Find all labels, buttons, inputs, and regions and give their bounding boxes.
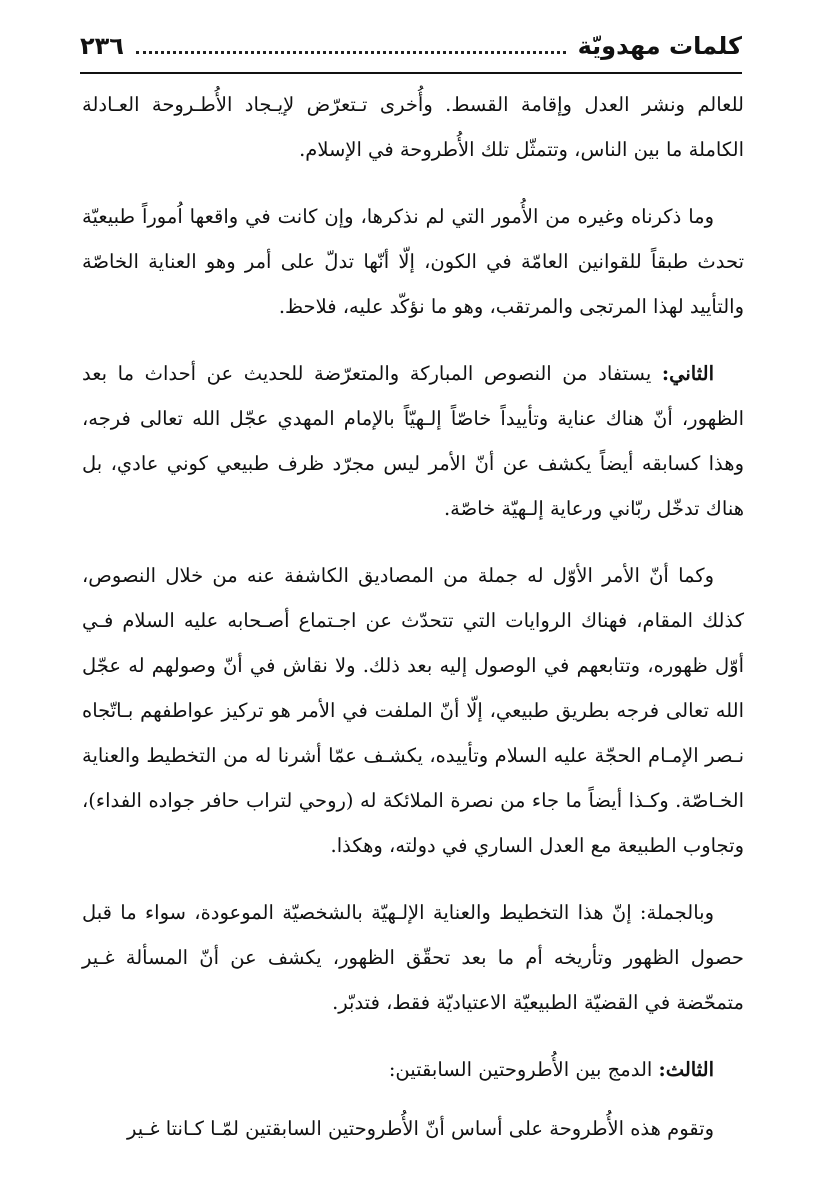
paragraph: [82, 1106, 744, 1151]
body-text: [82, 82, 744, 1173]
paragraph-text: وما ذكرناه وغيره من الأُمور التي لم نذكرها، وإن كانت في واقعها اُموراً طبيعيّة تحدث طبقاً للقوانين العامّة في الكون، إلّا أنّها تدلّ على أمر وهو العناية الخاصّة والتأييد لهذا المرتجى والمرتقب، وهو ما نؤكّد عليه، فلاحظ.: [82, 205, 744, 318]
paragraph: [82, 194, 744, 329]
book-title: كلمات مهدويّة: [577, 32, 742, 60]
paragraph: [82, 1047, 744, 1092]
section-lead: الثالث:: [658, 1058, 714, 1081]
paragraph: [82, 351, 744, 531]
paragraph: [82, 890, 744, 1025]
paragraph-text: يستفاد من النصوص المباركة والمتعرّضة للحديث عن أحداث ما بعد الظهور، أنّ هناك عناية وتأييداً خاصّاً إلـهيّاً بالإمام المهدي عجّل الله تعالى فرجه، وهذا كسابقه أيضاً يكشف عن أنّ الأمر ليس مجرّد ظرف طبيعي كوني عادي، بل هناك تدخّل ربّاني ورعاية إلـهيّة خاصّة.: [82, 362, 744, 520]
paragraph-text: الدمج بين الأُطروحتين السابقتين:: [388, 1058, 659, 1081]
page-number: ٢٣٦: [80, 32, 124, 60]
paragraph: [82, 82, 744, 172]
paragraph-text: وتقوم هذه الأُطروحة على أساس أنّ الأُطروحتين السابقتين لمّـا كـانتا غـير: [126, 1117, 714, 1140]
section-lead: الثاني:: [661, 362, 714, 385]
paragraph-text: وكما أنّ الأمر الأوّل له جملة من المصاديق الكاشفة عنه من خلال النصوص، كذلك المقام، فهناك الروايات التي تتحدّث عن اجـتماع أصـحابه عليه السلام فـي أوّل ظهوره، وتتابعهم في الوصول إليه بعد ذلك. ولا نقاش في أنّ وصولهم له عجّل الله تعالى فرجه بطريق طبيعي، إلّا أنّ الملفت في الأمر هو تركيز عواطفهم بـاتّجاه نـصر الإمـام الحجّة عليه السلام وتأييده، يكشـف عمّا أشرنا له من التخطيط والعناية الخـاصّة. وكـذا أيضاً ما جاء من نصرة الملائكة له (روحي لتراب حافر جواده الفداء)، وتجاوب الطبيعة مع العدل الساري في دولته، وهكذا.: [82, 564, 744, 857]
running-header: [80, 26, 742, 66]
header-rule: [80, 72, 742, 74]
paragraph: [82, 553, 744, 868]
paragraph-text: وبالجملة: إنّ هذا التخطيط والعناية الإلـهيّة بالشخصيّة الموعودة، سواء ما قبل حصول الظهور وتأريخه أم ما بعد تحقّق الظهور، يكشف عن أنّ المسألة غـير متمحّضة في القضيّة الطبيعيّة الاعتياديّة فقط، فتدبّر.: [82, 901, 744, 1014]
dotted-leader: [136, 51, 566, 54]
paragraph-text: للعالم ونشر العدل وإقامة القسط. وأُخرى تـتعرّض لإيـجاد الأُطـروحة العـادلة الكاملة ما بين الناس، وتتمثّل تلك الأُطروحة في الإسلام.: [82, 93, 744, 161]
